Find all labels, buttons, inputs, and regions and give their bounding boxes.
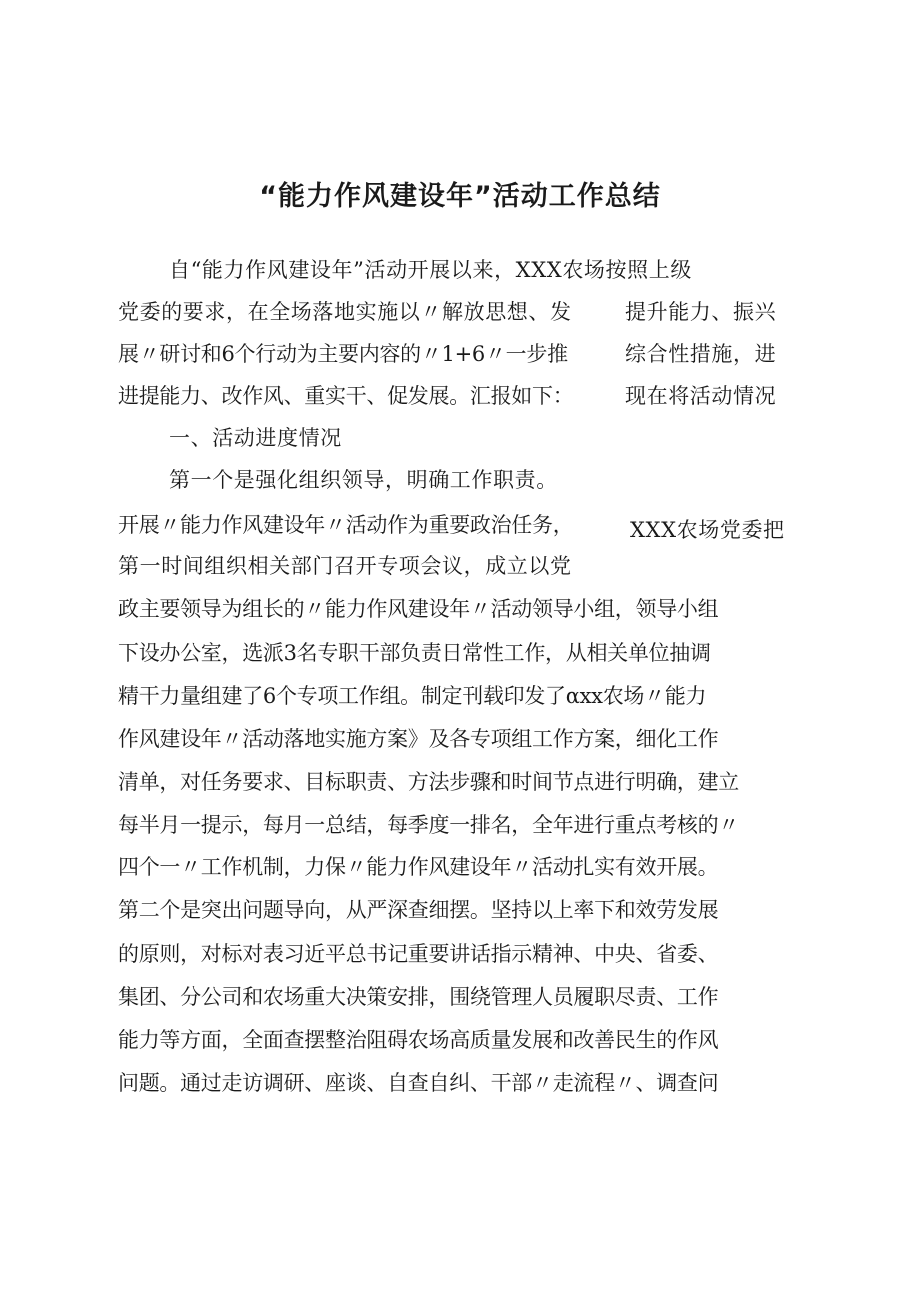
paragraph-line: 下设办公室，选派3名专职干部负责日常性工作，从相关单位抽调 (118, 641, 711, 665)
paragraph-line: 开展〃能力作风建设年〃活动作为重要政治任务， (118, 513, 574, 537)
paragraph-line: 每半月一提示，每月一总结，每季度一排名，全年进行重点考核的〃 (118, 813, 739, 837)
paragraph-line: 综合性措施，进 (625, 342, 777, 366)
paragraph-line: 第二个是突出问题导向，从严深查细摆。坚持以上率下和效劳发展 (118, 898, 719, 922)
paragraph-line: 四个一〃工作机制，力保〃能力作风建设年〃活动扎实有效开展。 (118, 855, 719, 879)
paragraph-line: 能力等方面，全面查摆整治阻碍农场高质量发展和改善民生的作风 (118, 1028, 719, 1052)
paragraph-line: 第一个是强化组织领导，明确工作职责。 (169, 468, 558, 492)
paragraph-line: 现在将活动情况 (625, 384, 777, 408)
paragraph-line: 提升能力、振兴 (625, 300, 777, 324)
paragraph-line: 精干力量组建了6个专项工作组。制定刊载印发了αxx农场〃能力 (118, 684, 707, 708)
paragraph-line: 的原则，对标对表习近平总书记重要讲话指示精神、中央、省委、 (118, 942, 719, 966)
document-title: “能力作风建设年”活动工作总结 (259, 181, 661, 212)
paragraph-line: 党委的要求，在全场落地实施以〃解放思想、发 (118, 300, 572, 324)
paragraph-line: 自“能力作风建设年”活动开展以来，XXX农场按照上级 (169, 258, 692, 282)
paragraph-line: 集团、分公司和农场重大决策安排，围绕管理人员履职尽责、工作 (118, 985, 719, 1009)
paragraph-line: 展〃研讨和6个行动为主要内容的〃1+6〃一步推 (118, 342, 568, 366)
paragraph-line: 政主要领导为组长的〃能力作风建设年〃活动领导小组，领导小组 (118, 597, 719, 621)
paragraph-line: 进提能力、改作风、重实干、促发展。汇报如下： (118, 384, 574, 408)
paragraph-line: 问题。通过走访调研、座谈、自查自纠、干部〃走流程〃、调查问 (118, 1071, 719, 1095)
paragraph-line: 作风建设年〃活动落地实施方案》及各专项组工作方案，细化工作 (118, 727, 719, 751)
paragraph-line: 第一时间组织相关部门召开专项会议，成立以党 (118, 554, 572, 578)
paragraph-line: XXX农场党委把 (630, 518, 785, 542)
paragraph-line: 清单，对任务要求、目标职责、方法步骤和时间节点进行明确，建立 (118, 770, 739, 794)
section-heading: 一、活动进度情况 (169, 426, 342, 450)
